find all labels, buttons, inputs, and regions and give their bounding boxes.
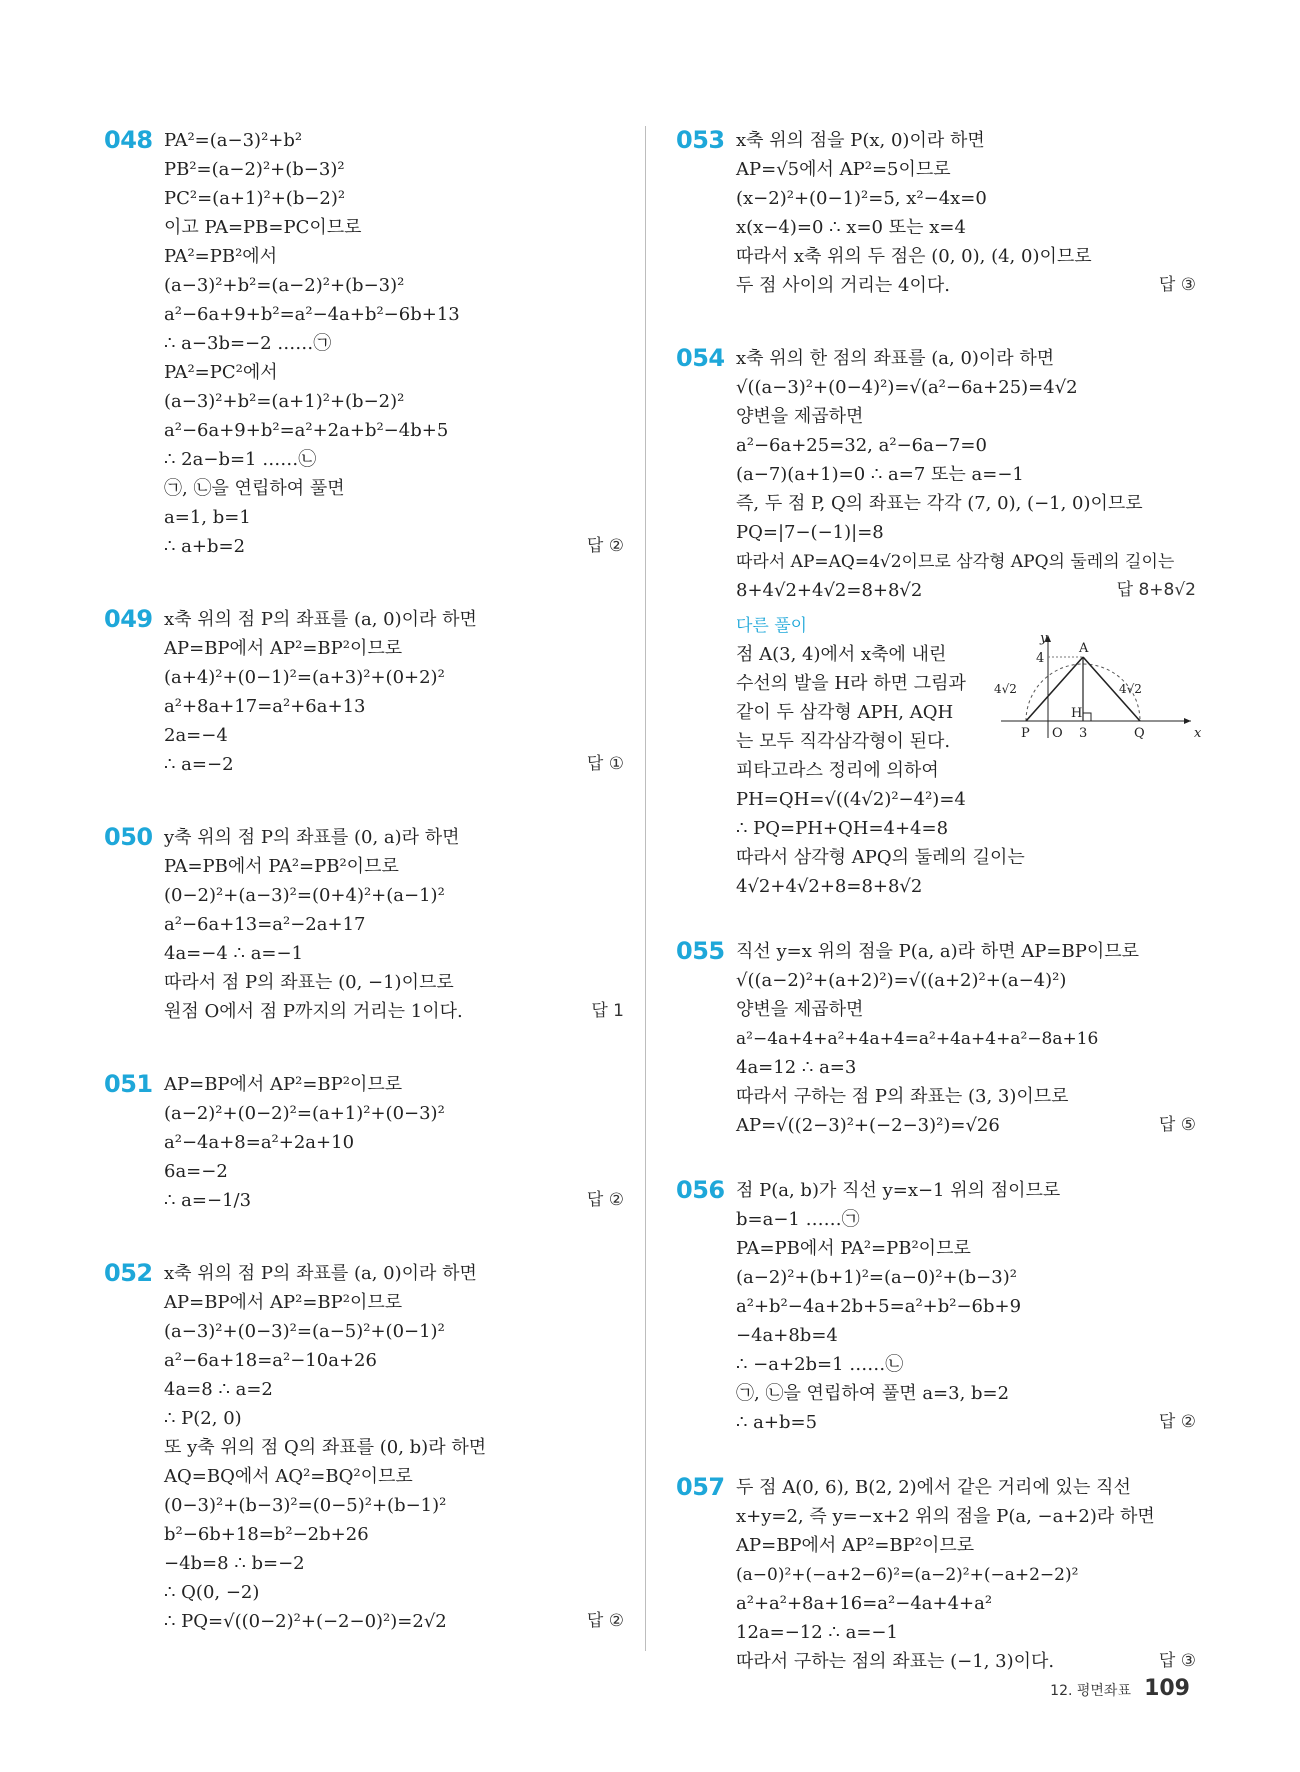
- page-footer: [1050, 1676, 1190, 1701]
- tick-label-4: 4: [1036, 651, 1045, 666]
- solution-line: 8+4√2+4√2=8+8√2: [736, 580, 923, 601]
- solution-line: AP=BP에서 AP²=BP²이므로: [164, 1074, 403, 1095]
- solution-line: 12a=−12 ∴ a=−1: [736, 1622, 898, 1643]
- solution-line: 양변을 제곱하면: [736, 406, 864, 427]
- solution-line: PA²=(a−3)²+b²: [164, 130, 303, 151]
- solution-line: 두 점 A(0, 6), B(2, 2)에서 같은 거리에 있는 직선: [736, 1477, 1131, 1498]
- solution-line: (0−2)²+(a−3)²=(0+4)²+(a−1)²: [164, 885, 445, 906]
- solution-line: PA=PB에서 PA²=PB²이므로: [736, 1238, 971, 1259]
- page-number: 109: [1144, 1676, 1190, 1701]
- problem-number: 056: [676, 1176, 725, 1204]
- solution-line: 4√2+4√2+8=8+8√2: [736, 876, 923, 897]
- answer-mark: 답 1: [591, 1001, 624, 1021]
- solution-line: a²−6a+9+b²=a²+2a+b²−4b+5: [164, 420, 449, 441]
- answer-mark: 답 ⑤: [1158, 1115, 1196, 1135]
- solution-line: 4a=12 ∴ a=3: [736, 1057, 857, 1078]
- solution-line: x+y=2, 즉 y=−x+2 위의 점을 P(a, −a+2)라 하면: [736, 1506, 1155, 1527]
- problem-number: 054: [676, 344, 725, 372]
- solution-line: 피타고라스 정리에 의하여: [736, 760, 939, 781]
- origin-label: O: [1052, 726, 1063, 741]
- problem-number: 049: [104, 605, 153, 633]
- solution-line: ∴ Q(0, −2): [164, 1582, 260, 1603]
- solution-line: a²−6a+13=a²−2a+17: [164, 914, 366, 935]
- solution-line: x축 위의 점 P의 좌표를 (a, 0)이라 하면: [164, 609, 477, 630]
- solution-line: ㉠, ㉡을 연립하여 풀면 a=3, b=2: [736, 1383, 1010, 1404]
- problem-055: [676, 937, 1196, 1140]
- solution-line: ∴ −a+2b=1 ……㉡: [736, 1354, 904, 1375]
- solution-line: 따라서 구하는 점의 좌표는 (−1, 3)이다.: [736, 1651, 1055, 1672]
- solution-line: 원점 O에서 점 P까지의 거리는 1이다.: [164, 1001, 463, 1022]
- point-q-label: Q: [1134, 726, 1145, 741]
- answer-mark: 답 ①: [586, 754, 624, 774]
- solution-line: 두 점 사이의 거리는 4이다.: [736, 275, 950, 296]
- column-divider: [645, 126, 646, 1651]
- solution-line: 점 P(a, b)가 직선 y=x−1 위의 점이므로: [736, 1180, 1061, 1201]
- solution-line: 수선의 발을 H라 하면 그림과: [736, 673, 966, 694]
- solution-line: −4b=8 ∴ b=−2: [164, 1553, 305, 1574]
- solution-line: ∴ PQ=√((0−2)²+(−2−0)²)=2√2: [164, 1611, 447, 1632]
- solution-line: AP=BP에서 AP²=BP²이므로: [164, 638, 403, 659]
- point-p-label: P: [1021, 726, 1030, 741]
- solution-line: (x−2)²+(0−1)²=5, x²−4x=0: [736, 188, 987, 209]
- solution-line: y축 위의 점 P의 좌표를 (0, a)라 하면: [164, 827, 460, 848]
- solution-line: AP=BP에서 AP²=BP²이므로: [164, 1292, 403, 1313]
- solution-line: 2a=−4: [164, 725, 228, 746]
- answer-mark: 답 ②: [586, 1611, 624, 1631]
- answer-mark: 답 ②: [586, 1190, 624, 1210]
- solution-line: a²−4a+4+a²+4a+4=a²+4a+4+a²−8a+16: [736, 1029, 1099, 1049]
- solution-line: PA=PB에서 PA²=PB²이므로: [164, 856, 399, 877]
- solution-line: 양변을 제곱하면: [736, 999, 864, 1020]
- triangle-apq-figure: [991, 633, 1201, 743]
- left-column: [104, 126, 624, 1680]
- solution-line: 따라서 구하는 점 P의 좌표는 (3, 3)이므로: [736, 1086, 1069, 1107]
- solution-line: (a−7)(a+1)=0 ∴ a=7 또는 a=−1: [736, 464, 1024, 485]
- solution-line: PC²=(a+1)²+(b−2)²: [164, 188, 346, 209]
- problem-051: [104, 1070, 624, 1215]
- problem-number: 057: [676, 1473, 725, 1501]
- solution-line: a²+b²−4a+2b+5=a²+b²−6b+9: [736, 1296, 1022, 1317]
- alternative-solution: [736, 611, 1201, 901]
- solution-line: (a−2)²+(0−2)²=(a+1)²+(0−3)²: [164, 1103, 445, 1124]
- solution-line: (a−2)²+(b+1)²=(a−0)²+(b−3)²: [736, 1267, 1017, 1288]
- answer-mark: 답 ③: [1158, 275, 1196, 295]
- solution-line: 따라서 x축 위의 두 점은 (0, 0), (4, 0)이므로: [736, 246, 1092, 267]
- solution-line: √((a−3)²+(0−4)²)=√(a²−6a+25)=4√2: [736, 377, 1078, 398]
- length-label-ap: 4√2: [994, 682, 1017, 696]
- solution-line: (a+4)²+(0−1)²=(a+3)²+(0+2)²: [164, 667, 445, 688]
- solution-line: ∴ 2a−b=1 ……㉡: [164, 449, 317, 470]
- solution-line: a²−4a+8=a²+2a+10: [164, 1132, 355, 1153]
- solution-line: ∴ a+b=2: [164, 536, 246, 557]
- solution-line: (a−0)²+(−a+2−6)²=(a−2)²+(−a+2−2)²: [736, 1565, 1079, 1585]
- problem-056: [676, 1176, 1196, 1437]
- solution-line: ∴ P(2, 0): [164, 1408, 242, 1429]
- problem-052: [104, 1259, 624, 1636]
- x-axis-label: x: [1194, 726, 1201, 741]
- solution-line: 4a=8 ∴ a=2: [164, 1379, 273, 1400]
- point-h-label: H: [1071, 706, 1083, 721]
- solution-line: 점 A(3, 4)에서 x축에 내린: [736, 644, 947, 665]
- solution-line: ∴ PQ=PH+QH=4+4=8: [736, 818, 949, 839]
- solution-line: AQ=BQ에서 AQ²=BQ²이므로: [164, 1466, 413, 1487]
- solution-line: (a−3)²+(0−3)²=(a−5)²+(0−1)²: [164, 1321, 445, 1342]
- point-a-label: A: [1079, 641, 1089, 656]
- solution-line: PB²=(a−2)²+(b−3)²: [164, 159, 345, 180]
- problem-number: 053: [676, 126, 725, 154]
- solution-line: PQ=|7−(−1)|=8: [736, 522, 884, 543]
- answer-mark: 답 ③: [1158, 1651, 1196, 1671]
- solution-line: a=1, b=1: [164, 507, 251, 528]
- solution-line: 이고 PA=PB=PC이므로: [164, 217, 362, 238]
- problem-number: 048: [104, 126, 153, 154]
- problem-053: [676, 126, 1196, 300]
- problem-048: [104, 126, 624, 561]
- solution-line: x축 위의 점 P의 좌표를 (a, 0)이라 하면: [164, 1263, 477, 1284]
- problem-049: [104, 605, 624, 779]
- solution-line: −4a+8b=4: [736, 1325, 838, 1346]
- chapter-title: 12. 평면좌표: [1050, 1683, 1131, 1699]
- solution-line: √((a−2)²+(a+2)²)=√((a+2)²+(a−4)²): [736, 970, 1067, 991]
- solution-line: a²+8a+17=a²+6a+13: [164, 696, 366, 717]
- right-column: [676, 126, 1201, 1720]
- solution-line: PH=QH=√((4√2)²−4²)=4: [736, 789, 966, 810]
- solution-line: 4a=−4 ∴ a=−1: [164, 943, 304, 964]
- solution-line: x(x−4)=0 ∴ x=0 또는 x=4: [736, 217, 966, 238]
- solution-line: 는 모두 직각삼각형이 된다.: [736, 731, 951, 752]
- solution-line: AP=√((2−3)²+(−2−3)²)=√26: [736, 1115, 1000, 1136]
- solution-line: 직선 y=x 위의 점을 P(a, a)라 하면 AP=BP이므로: [736, 941, 1139, 962]
- x-axis-arrow: [1184, 718, 1191, 724]
- solution-line: 또 y축 위의 점 Q의 좌표를 (0, b)라 하면: [164, 1437, 487, 1458]
- problem-057: [676, 1473, 1196, 1676]
- solution-line: a²+a²+8a+16=a²−4a+4+a²: [736, 1593, 993, 1614]
- solution-line: (a−3)²+b²=(a−2)²+(b−3)²: [164, 275, 405, 296]
- solution-line: 따라서 점 P의 좌표는 (0, −1)이므로: [164, 972, 454, 993]
- problem-number: 055: [676, 937, 725, 965]
- solution-line: 즉, 두 점 P, Q의 좌표는 각각 (7, 0), (−1, 0)이므로: [736, 493, 1143, 514]
- solution-line: x축 위의 한 점의 좌표를 (a, 0)이라 하면: [736, 348, 1055, 369]
- solution-line: 따라서 삼각형 APQ의 둘레의 길이는: [736, 847, 1025, 868]
- problem-number: 050: [104, 823, 153, 851]
- solution-line: 6a=−2: [164, 1161, 228, 1182]
- solution-line: 따라서 AP=AQ=4√2이므로 삼각형 APQ의 둘레의 길이는: [736, 552, 1175, 572]
- right-angle-mark: [1083, 713, 1091, 721]
- solution-line: ㉠, ㉡을 연립하여 풀면: [164, 478, 345, 499]
- solution-line: AP=√5에서 AP²=5이므로: [736, 159, 951, 180]
- solution-line: AP=BP에서 AP²=BP²이므로: [736, 1535, 975, 1556]
- solution-line: a²−6a+25=32, a²−6a−7=0: [736, 435, 987, 456]
- length-label-aq: 4√2: [1119, 682, 1142, 696]
- problem-number: 052: [104, 1259, 153, 1287]
- solution-line: a²−6a+9+b²=a²−4a+b²−6b+13: [164, 304, 460, 325]
- solution-line: (a−3)²+b²=(a+1)²+(b−2)²: [164, 391, 405, 412]
- alternative-solution-title: 다른 풀이: [736, 616, 808, 636]
- solution-line: 같이 두 삼각형 APH, AQH: [736, 702, 954, 723]
- answer-mark: 답 ②: [1158, 1412, 1196, 1432]
- solution-line: a²−6a+18=a²−10a+26: [164, 1350, 377, 1371]
- y-axis-label: y: [1040, 633, 1048, 646]
- solution-line: (0−3)²+(b−3)²=(0−5)²+(b−1)²: [164, 1495, 447, 1516]
- problem-050: [104, 823, 624, 1026]
- solution-line: PA²=PB²에서: [164, 246, 278, 267]
- answer-mark: 답 8+8√2: [1116, 580, 1196, 600]
- problem-number: 051: [104, 1070, 153, 1098]
- solution-line: ∴ a=−2: [164, 754, 234, 775]
- solution-line: PA²=PC²에서: [164, 362, 278, 383]
- solution-line: x축 위의 점을 P(x, 0)이라 하면: [736, 130, 985, 151]
- solution-line: ∴ a=−1/3: [164, 1190, 252, 1211]
- answer-mark: 답 ②: [586, 536, 624, 556]
- solution-line: b=a−1 ……㉠: [736, 1209, 860, 1230]
- tick-label-3: 3: [1079, 726, 1088, 741]
- problem-054: [676, 344, 1201, 901]
- solution-line: ∴ a+b=5: [736, 1412, 818, 1433]
- solution-line: b²−6b+18=b²−2b+26: [164, 1524, 369, 1545]
- solution-line: ∴ a−3b=−2 ……㉠: [164, 333, 332, 354]
